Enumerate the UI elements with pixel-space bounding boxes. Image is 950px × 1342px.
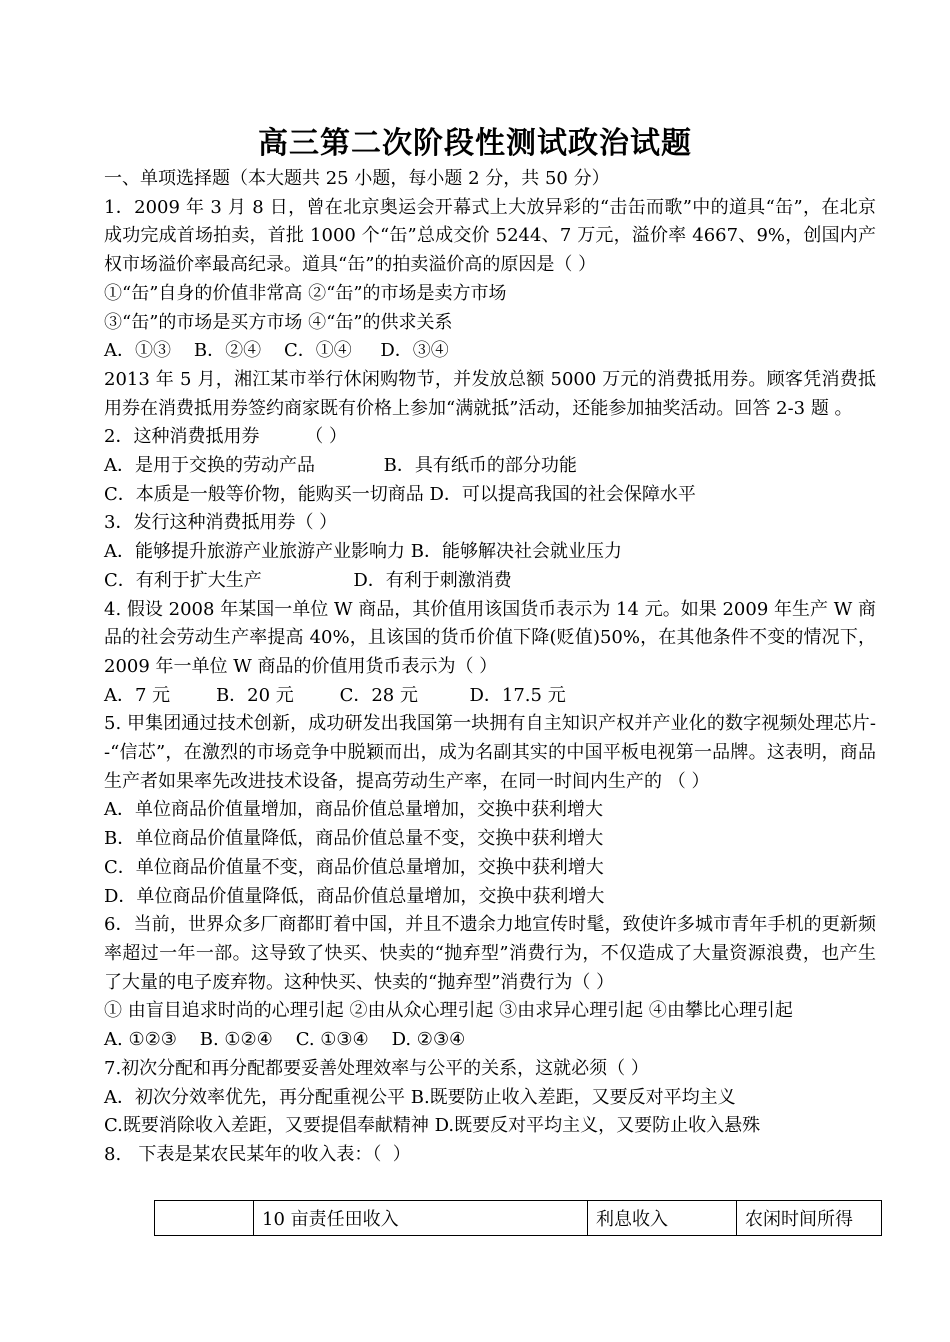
text-line: D．单位商品价值量降低，商品价值总量增加，交换中获利增大 [104, 885, 605, 907]
text-line: A．①③ B．②④ C．①④ D．③④ [104, 340, 449, 362]
table-cell: 10 亩责任田收入 [254, 1201, 588, 1236]
page-title: 高三第二次阶段性测试政治试题 [258, 126, 692, 161]
text-line: 2013 年 5 月，湘江某市举行休闲购物节，并发放总额 5000 万元的消费抵用券。顾客凭消费抵用券在消费抵用券签约商家既有价格上参加“满就抵”活动，还能参加抽奖活动。回答 2-3 题 。 [104, 368, 876, 419]
text-line: ①“缶”自身的价值非常高 ②“缶”的市场是卖方市场 [104, 282, 507, 304]
text-line: 5. 甲集团通过技术创新，成功研发出我国第一块拥有自主知识产权并产业化的数字视频处理芯片--“信芯”，在激烈的市场竞争中脱颖而出，成为名副其实的中国平板电视第一品牌。这表明，商品生产者如果率先改进技术设备，提高劳动生产率，在同一时间内生产的 （ ） [104, 713, 876, 792]
text-line: ③“缶”的市场是买方市场 ④“缶”的供求关系 [104, 311, 453, 333]
exam-content [104, 165, 876, 1170]
text-line: A．是用于交换的劳动产品 B．具有纸币的部分功能 [104, 455, 577, 477]
table-row [155, 1201, 882, 1236]
text-line: 3．发行这种消费抵用券（ ） [104, 512, 338, 534]
table-cell: 利息收入 [588, 1201, 737, 1236]
text-line: 4. 假设 2008 年某国一单位 W 商品，其价值用该国货币表示为 14 元。如果 2009 年生产 W 商品的社会劳动生产率提高 40%，且该国的货币价值下降(贬值)50%，在其他条件不变的情况下，2009 年一单位 W 商品的价值用货币表示为（ ） [104, 598, 876, 677]
text-line: B．单位商品价值量降低，商品价值总量不变，交换中获利增大 [104, 828, 604, 850]
text-line: 1．2009 年 3 月 8 日，曾在北京奥运会开幕式上大放异彩的“击缶而歌”中的道具“缶”，在北京成功完成首场拍卖，首批 1000 个“缶”总成交价 5244、7 万元，溢价率 4667、9%，创国内产权市场溢价率最高纪录。道具“缶”的拍卖溢价高的原因是（ ） [104, 196, 876, 276]
text-line: A．7 元 B．20 元 C．28 元 D．17.5 元 [104, 684, 566, 706]
text-line: A．能够提升旅游产业旅游产业影响力 B．能够解决社会就业压力 [104, 541, 622, 563]
text-line: 2．这种消费抵用券 （ ） [104, 426, 347, 448]
table-cell: 农闲时间所得 [737, 1201, 882, 1236]
text-line: ① 由盲目追求时尚的心理引起 ②由从众心理引起 ③由求异心理引起 ④由攀比心理引起 [104, 1000, 793, 1022]
text-line: A. ①②③ B. ①②④ C. ①③④ D. ②③④ [104, 1029, 466, 1051]
table-cell [155, 1201, 254, 1236]
text-line: C．有利于扩大生产 D．有利于刺激消费 [104, 569, 512, 591]
text-line: C．本质是一般等价物，能购买一切商品 D．可以提高我国的社会保障水平 [104, 483, 696, 505]
text-line: 6．当前，世界众多厂商都盯着中国，并且不遗余力地宣传时髦，致使许多城市青年手机的更新频率超过一年一部。这导致了快买、快卖的“抛弃型”消费行为，不仅造成了大量资源浪费，也产生了大量的电子废弃物。这种快买、快卖的“抛弃型”消费行为（ ） [104, 914, 876, 993]
text-line: C.既要消除收入差距，又要提倡奉献精神 D.既要反对平均主义，又要防止收入悬殊 [104, 1115, 761, 1137]
text-line: 8. 下表是某农民某年的收入表：（ ） [104, 1143, 411, 1165]
text-line: A．初次分效率优先，再分配重视公平 B.既要防止收入差距，又要反对平均主义 [104, 1086, 736, 1108]
income-table [154, 1200, 882, 1236]
text-line: 7.初次分配和再分配都要妥善处理效率与公平的关系，这就必须（ ） [104, 1057, 649, 1079]
text-line: A．单位商品价值量增加，商品价值总量增加，交换中获利增大 [104, 799, 603, 821]
section-heading: 一、单项选择题（本大题共 25 小题，每小题 2 分，共 50 分） [104, 168, 610, 189]
text-line: C．单位商品价值量不变，商品价值总量增加，交换中获利增大 [104, 856, 604, 878]
